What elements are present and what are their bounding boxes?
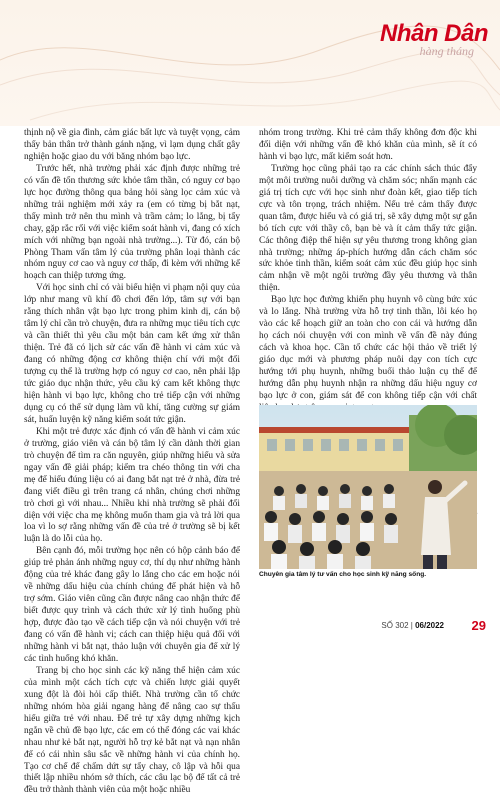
logo-main-text: Nhân Dân: [379, 20, 488, 47]
paragraph: Trước hết, nhà trường phải xác định được những trẻ có vấn đề tổn thương sức khỏe tâm thần, có nguy cơ bạo lực học đường thông qua bảng hỏi sàng lọc cảm xúc và những trải nghiệm mới xảy ra (em có từng bị bắt nạt, thấy mình trở nên thu mình và trầm cảm; lo lắng, bị tẩy chay, gặp rắc rối với việc kiểm soát hành vi, đang có xích mích với những bạn ngoài nhà trường...). Từ đó, cán bộ Phòng Tham vấn tâm lý của trường phân loại thành các nhóm nguy cơ cao và nguy cơ thấp, đi kèm với những kế hoạch can thiệp tương ứng.: [24, 163, 240, 282]
photo-illustration: [259, 405, 477, 569]
issue-info: [381, 621, 444, 630]
issue-date: 06/2022: [415, 621, 444, 630]
paragraph: Với học sinh chỉ có vài biểu hiện vi phạm nội quy của lớp như mang vũ khí đồ chơi đến lớp, tâm sự với bạn rằng thích nhân vật bạo lực trong phim kinh dị, cán bộ tâm lý chỉ cần trò chuyện, đưa ra những mục tiêu tích cực và cần thiết thì yêu cầu một bản cam kết ứng xử thân thiện. Trẻ đã có lịch sử các vấn đề hành vi cảm xúc và đang có những động cơ không thiện chí với một đối tượng cụ thể là trường hợp có nguy cơ cao, nên phải lập tức giáo dục nhận thức, yêu cầu ký cam kết không thực hiện hành vi bạo lực, không cho trẻ tiếp cận với những dụng cụ có thể sử dụng làm vũ khí, tăng cường sự giám sát, huấn luyện kỹ năng kiểm soát tức giận.: [24, 283, 240, 425]
page-header-band: [0, 0, 500, 126]
paragraph: Bạo lực học đường khiến phụ huynh vô cùng bức xúc và lo lắng. Nhà trường vừa hỗ trợ tinh thần, lôi kéo họ vào các kế hoạch giữ an toàn cho con cái và hướng dẫn họ cách nói chuyện với con mình về vấn đề này đúng cách và khoa học. Cần tổ chức các hội thảo về triết lý giáo dục mới và phương pháp nuôi dạy con tích cực hướng tới phụ huynh, những buổi thảo luận cụ thể để hướng dẫn phụ huynh nhận ra những dấu hiệu nguy cơ bạo lực ở con, giám sát để con không tiếp cận với chất: [259, 295, 477, 401]
issue-label: SỐ 302 |: [381, 621, 413, 630]
publication-logo: [380, 22, 488, 57]
logo-sub-text: hàng tháng: [419, 44, 474, 58]
paragraph: Khi một trẻ được xác định có vấn đề hành vi cảm xúc ở trường, giáo viên và cán bộ tâm lý cần dành thời gian trò chuyện để tìm ra căn nguyên, giúp những hiểu và sửa ngay vấn đề giải pháp; kiểm tra chéo thông tin với cha mẹ để hiểu đúng liệu có ai đang bắt nạt trẻ ở nhà, đừa trẻ đang viết điều gì trên trang cá nhân, chúng chơi những trò chơi gì với nhau... Nhiều khi nhà trường sẽ phải đối diện với việc cha mẹ không muốn tham gia và trả lời qua loa vì lo sợ rằng những vấn đề của trẻ ở trường sẽ bị kết luận là do lỗi của họ.: [24, 426, 240, 545]
decorative-curves: [0, 0, 500, 126]
page-footer: [0, 618, 500, 637]
article-photo: [259, 405, 477, 569]
paragraph: nhóm trong trường. Khi trẻ cảm thấy không đơn độc khi đối diện với những vấn đề khó khăn của mình, sẽ ít có hành vi bạo lực, mất kiểm soát hơn.: [259, 128, 477, 162]
paragraph: Bên cạnh đó, mỗi trường học nên có hộp cảnh báo để giúp trẻ phản ánh những nguy cơ, thí dụ như những hành động của trẻ khác đang gây lo lắng cho các em hoặc nói về những dấu hiệu của chính chúng để phát hiện và hỗ trợ sớm. Giáo viên cũng cần được nâng cao nhận thức để biết được quy trình và cách thức xử lý tình huống phù hợp, được đào tạo về cách tiếp cận và nói chuyện với trẻ đang có vấn đề hành vi; cách can thiệp hiệu quả đối với những hành vi bắt nạt, thảo luận với chuyên gia để xử lý các tình huống khó khăn.: [24, 546, 240, 664]
paragraph: Trường học cũng phải tạo ra các chính sách thúc đẩy một môi trường nuôi dưỡng và chăm sóc; nhấn mạnh các giá trị tích cực với học sinh như đoàn kết, giao tiếp tích cực và tôn trọng, trách nhiệm. Nếu trẻ cảm thấy được quan tâm, được hiểu và có giá trị, sẽ xây dựng một sự gắn bó tích cực với thầy cô, bạn bè và ít cảm thấy tức giận. Các thông điệp thể hiện sự yêu thương trong không gian nhà trường; những áp-phích hướng dẫn cách chăm sóc sức khỏe tinh thần, kiểm soát cảm xúc đều giúp học sinh cảm nhận về một ngôi trường đầy yêu thương và thân thiện.: [259, 163, 477, 294]
photo-caption: Chuyên gia tâm lý tư vấn cho học sinh kỹ năng sống.: [259, 571, 427, 578]
page-number: 29: [471, 618, 486, 633]
paragraph: thịnh nộ về gia đình, cảm giác bất lực và tuyệt vọng, cảm thấy bản thân trở thành gánh nặng, vì lạm dụng chất gây nghiện hoặc giao du với băng nhóm bạo lực.: [24, 128, 240, 162]
paragraph: Trang bị cho học sinh các kỹ năng thể hiện cảm xúc của mình một cách tích cực và chiến lược giải quyết xung đột là đòi hỏi cấp thiết. Nhà trường cần tổ chức những nhóm hòa giải ngang hàng để nâng cao sự thấu hiểu giữa trẻ với nhau. Để trẻ tự xây dựng những kịch ngắn về chủ đề bạo lực, các em có thể đóng các vai khác nhau như kẻ bắt nạt, người hỗ trợ kẻ bắt nạt và nạn nhân để có cái nhìn sâu sắc về những hành vi của chính họ. Tạo cơ chế để chấm dứt sự tẩy chay, cô lập và hỗi qua thiết lập nhiều nhóm sở thích, các câu lạc bộ để tất cả trẻ đều trở thành thành viên của một hoặc nhiều: [24, 665, 240, 796]
article-column-left: [24, 128, 240, 797]
